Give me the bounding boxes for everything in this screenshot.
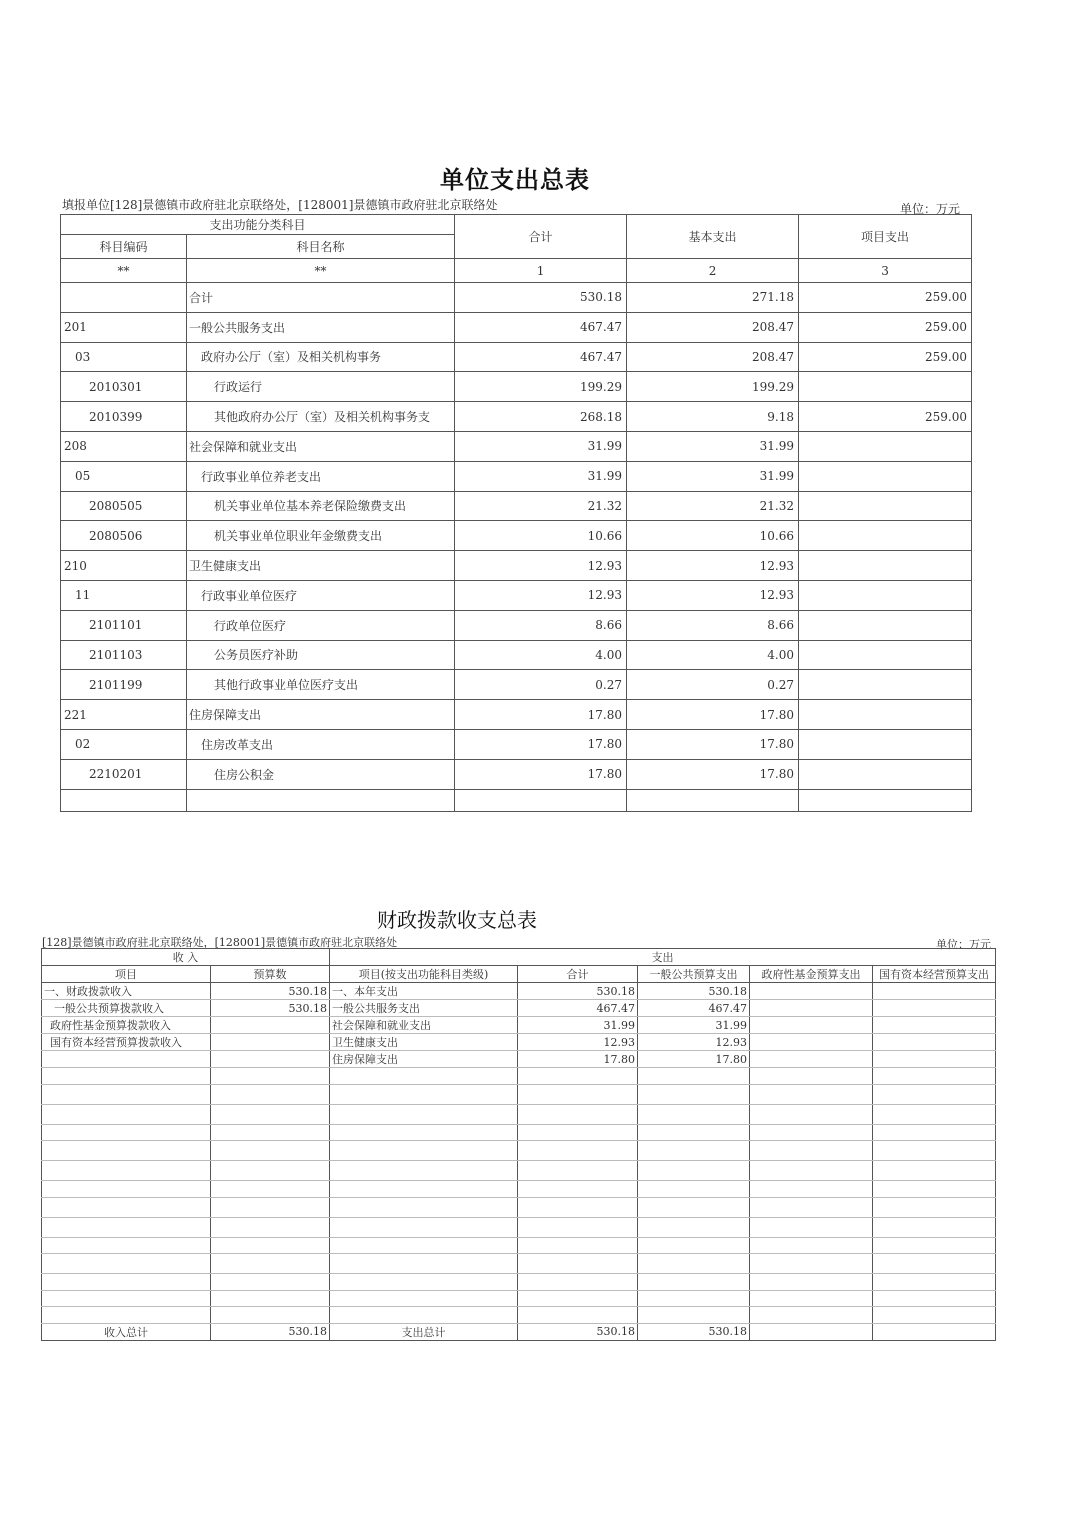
row-total: 467.47 <box>455 312 627 342</box>
empty-cell <box>750 1181 873 1198</box>
row-project <box>799 729 972 759</box>
row-income-item: 国有资本经营预算拨款收入 <box>42 1034 211 1051</box>
row-basic: 12.93 <box>627 551 799 581</box>
row-basic: 208.47 <box>627 342 799 372</box>
row-code: 05 <box>61 461 187 491</box>
empty-cell <box>638 1307 750 1324</box>
empty-cell <box>518 1254 638 1274</box>
table-row <box>61 461 972 491</box>
empty-cell <box>638 1181 750 1198</box>
empty-cell <box>750 1197 873 1217</box>
row-project <box>799 461 972 491</box>
empty-cell <box>42 1104 211 1124</box>
row-basic: 199.29 <box>627 372 799 402</box>
row-income-item: 政府性基金预算拨款收入 <box>42 1017 211 1034</box>
table-row-empty <box>42 1161 996 1181</box>
table-row <box>42 1034 996 1051</box>
row-basic: 21.32 <box>627 491 799 521</box>
row-code <box>61 283 187 313</box>
empty-cell <box>518 1068 638 1085</box>
row-project: 259.00 <box>799 342 972 372</box>
table-row <box>61 670 972 700</box>
table2-unit: 单位：万元 <box>936 938 991 951</box>
empty-cell <box>42 1290 211 1307</box>
row-name: 政府办公厅（室）及相关机构事务 <box>187 342 455 372</box>
empty-cell <box>750 1084 873 1104</box>
empty-cell <box>42 1161 211 1181</box>
empty-cell <box>873 1197 996 1217</box>
row-budget <box>211 1034 330 1051</box>
empty-cell <box>330 1141 518 1161</box>
row-code: 221 <box>61 700 187 730</box>
empty-cell <box>873 1161 996 1181</box>
row-name: 其他行政事业单位医疗支出 <box>187 670 455 700</box>
header-name: 科目名称 <box>187 235 455 259</box>
empty-cell <box>330 1274 518 1291</box>
empty-cell <box>42 1274 211 1291</box>
empty-cell <box>638 1254 750 1274</box>
empty-cell <box>638 1161 750 1181</box>
row-basic: 17.80 <box>627 759 799 789</box>
empty-cell <box>330 1290 518 1307</box>
empty-cell <box>211 1197 330 1217</box>
header-basic: 基本支出 <box>627 215 799 259</box>
empty-cell <box>627 789 799 811</box>
fiscal-appropriation-table <box>41 948 996 1341</box>
empty-cell <box>750 1068 873 1085</box>
row-expense-total: 12.93 <box>518 1034 638 1051</box>
row-name: 住房改革支出 <box>187 729 455 759</box>
row-expense-total: 31.99 <box>518 1017 638 1034</box>
row-general-budget: 530.18 <box>638 983 750 1000</box>
table-row <box>61 431 972 461</box>
totals-row <box>42 1323 996 1340</box>
empty-cell <box>873 1290 996 1307</box>
empty-cell <box>873 1084 996 1104</box>
row-total: 21.32 <box>455 491 627 521</box>
row-basic: 9.18 <box>627 402 799 432</box>
empty-cell <box>518 1104 638 1124</box>
empty-cell <box>518 1181 638 1198</box>
empty-cell <box>638 1068 750 1085</box>
row-state-capital-budget <box>873 1000 996 1017</box>
row-code: 03 <box>61 342 187 372</box>
empty-cell <box>750 1141 873 1161</box>
empty-cell <box>518 1124 638 1141</box>
empty-cell <box>638 1141 750 1161</box>
table-row-empty <box>42 1104 996 1124</box>
row-income-item: 一、财政拨款收入 <box>42 983 211 1000</box>
empty-cell <box>330 1068 518 1085</box>
empty-cell <box>211 1104 330 1124</box>
row-total: 31.99 <box>455 461 627 491</box>
empty-cell <box>330 1237 518 1254</box>
empty-cell <box>873 1274 996 1291</box>
row-fund-budget <box>750 1051 873 1068</box>
row-basic: 271.18 <box>627 283 799 313</box>
row-budget: 530.18 <box>211 983 330 1000</box>
row-basic: 8.66 <box>627 610 799 640</box>
empty-cell <box>42 1217 211 1237</box>
header-budget: 预算数 <box>211 966 330 983</box>
empty-cell <box>330 1307 518 1324</box>
empty-cell <box>211 1217 330 1237</box>
expense-total-value: 530.18 <box>518 1323 638 1340</box>
row-name: 行政单位医疗 <box>187 610 455 640</box>
row-fund-budget <box>750 983 873 1000</box>
empty-cell <box>638 1237 750 1254</box>
row-name: 行政事业单位养老支出 <box>187 461 455 491</box>
table-row <box>61 580 972 610</box>
row-state-capital-budget <box>873 1034 996 1051</box>
header-expense-total: 合计 <box>518 966 638 983</box>
empty-cell <box>750 1323 873 1340</box>
header-function-group: 支出功能分类科目 <box>61 215 455 235</box>
empty-cell <box>638 1217 750 1237</box>
row-project: 259.00 <box>799 402 972 432</box>
header-expense-item: 项目(按支出功能科目类级) <box>330 966 518 983</box>
row-income-item: 一般公共预算拨款收入 <box>42 1000 211 1017</box>
row-name: 公务员医疗补助 <box>187 640 455 670</box>
row-state-capital-budget <box>873 983 996 1000</box>
row-general-budget: 31.99 <box>638 1017 750 1034</box>
row-budget <box>211 1051 330 1068</box>
row-basic: 10.66 <box>627 521 799 551</box>
empty-cell <box>42 1237 211 1254</box>
empty-cell <box>638 1290 750 1307</box>
table-row-empty <box>42 1181 996 1198</box>
table-row-empty <box>42 1197 996 1217</box>
row-expense-item: 卫生健康支出 <box>330 1034 518 1051</box>
header-col-1: 1 <box>455 259 627 283</box>
row-name: 行政运行 <box>187 372 455 402</box>
row-code: 208 <box>61 431 187 461</box>
table-row <box>61 700 972 730</box>
table-row <box>61 551 972 581</box>
row-total: 8.66 <box>455 610 627 640</box>
row-state-capital-budget <box>873 1051 996 1068</box>
row-code: 210 <box>61 551 187 581</box>
header-star-name: ** <box>187 259 455 283</box>
row-code: 2101103 <box>61 640 187 670</box>
empty-cell <box>330 1181 518 1198</box>
empty-cell <box>42 1068 211 1085</box>
row-code: 2210201 <box>61 759 187 789</box>
income-total-value: 530.18 <box>211 1323 330 1340</box>
empty-cell <box>330 1124 518 1141</box>
expense-general-total-value: 530.18 <box>638 1323 750 1340</box>
empty-cell <box>873 1323 996 1340</box>
table-row-empty <box>42 1124 996 1141</box>
header-income: 收 入 <box>42 949 330 966</box>
empty-cell <box>211 1141 330 1161</box>
header-general-budget: 一般公共预算支出 <box>638 966 750 983</box>
row-project: 259.00 <box>799 312 972 342</box>
row-basic: 17.80 <box>627 700 799 730</box>
empty-cell <box>873 1237 996 1254</box>
header-income-item: 项目 <box>42 966 211 983</box>
table-row <box>42 1000 996 1017</box>
row-expense-total: 467.47 <box>518 1000 638 1017</box>
row-income-item <box>42 1051 211 1068</box>
row-code: 2080505 <box>61 491 187 521</box>
row-basic: 12.93 <box>627 580 799 610</box>
row-project <box>799 431 972 461</box>
row-basic: 17.80 <box>627 729 799 759</box>
row-name: 机关事业单位职业年金缴费支出 <box>187 521 455 551</box>
header-code: 科目编码 <box>61 235 187 259</box>
empty-cell <box>330 1161 518 1181</box>
row-name: 合计 <box>187 283 455 313</box>
empty-cell <box>211 1290 330 1307</box>
empty-cell <box>873 1068 996 1085</box>
table-row-empty <box>42 1217 996 1237</box>
row-expense-item: 一、本年支出 <box>330 983 518 1000</box>
row-code: 201 <box>61 312 187 342</box>
empty-cell <box>211 1161 330 1181</box>
empty-cell <box>211 1068 330 1085</box>
header-project: 项目支出 <box>799 215 972 259</box>
row-total: 4.00 <box>455 640 627 670</box>
empty-cell <box>518 1141 638 1161</box>
empty-cell <box>638 1197 750 1217</box>
table-row <box>61 312 972 342</box>
empty-cell <box>42 1124 211 1141</box>
row-project <box>799 521 972 551</box>
row-code: 2101101 <box>61 610 187 640</box>
empty-cell <box>518 1274 638 1291</box>
empty-cell <box>330 1104 518 1124</box>
empty-cell <box>211 1124 330 1141</box>
table-row <box>42 983 996 1000</box>
table-row <box>61 610 972 640</box>
row-name: 卫生健康支出 <box>187 551 455 581</box>
empty-cell <box>455 789 627 811</box>
table-row <box>61 342 972 372</box>
empty-cell <box>518 1197 638 1217</box>
empty-cell <box>799 789 972 811</box>
table-row <box>61 729 972 759</box>
empty-cell <box>518 1084 638 1104</box>
table-row-empty <box>42 1274 996 1291</box>
empty-cell <box>873 1307 996 1324</box>
empty-cell <box>61 789 187 811</box>
empty-cell <box>330 1197 518 1217</box>
row-basic: 31.99 <box>627 461 799 491</box>
row-name: 住房保障支出 <box>187 700 455 730</box>
empty-cell <box>873 1104 996 1124</box>
row-expense-item: 社会保障和就业支出 <box>330 1017 518 1034</box>
empty-cell <box>211 1084 330 1104</box>
row-code: 11 <box>61 580 187 610</box>
header-fund-budget: 政府性基金预算支出 <box>750 966 873 983</box>
header-state-capital-budget: 国有资本经营预算支出 <box>873 966 996 983</box>
row-general-budget: 17.80 <box>638 1051 750 1068</box>
empty-cell <box>873 1217 996 1237</box>
empty-cell <box>330 1254 518 1274</box>
empty-cell <box>750 1217 873 1237</box>
table-row <box>42 1017 996 1034</box>
row-expense-total: 17.80 <box>518 1051 638 1068</box>
empty-cell <box>750 1237 873 1254</box>
empty-cell <box>211 1254 330 1274</box>
header-col-3: 3 <box>799 259 972 283</box>
empty-cell <box>750 1161 873 1181</box>
table-row <box>61 491 972 521</box>
row-fund-budget <box>750 1017 873 1034</box>
empty-cell <box>518 1290 638 1307</box>
empty-cell <box>42 1197 211 1217</box>
header-col-2: 2 <box>627 259 799 283</box>
empty-cell <box>211 1181 330 1198</box>
empty-cell <box>873 1254 996 1274</box>
table-row-empty <box>42 1254 996 1274</box>
table-row-empty <box>42 1068 996 1085</box>
row-general-budget: 467.47 <box>638 1000 750 1017</box>
table-row <box>61 283 972 313</box>
row-project <box>799 372 972 402</box>
empty-cell <box>211 1237 330 1254</box>
row-basic: 0.27 <box>627 670 799 700</box>
row-basic: 31.99 <box>627 431 799 461</box>
table2-filler-unit: [128]景德镇市政府驻北京联络处，[128001]景德镇市政府驻北京联络处 <box>42 936 398 949</box>
empty-cell <box>638 1084 750 1104</box>
empty-cell <box>187 789 455 811</box>
table-row-empty <box>42 1141 996 1161</box>
empty-cell <box>518 1217 638 1237</box>
empty-cell <box>873 1181 996 1198</box>
empty-cell <box>518 1161 638 1181</box>
empty-cell <box>873 1141 996 1161</box>
empty-cell <box>638 1104 750 1124</box>
table-row-empty <box>42 1237 996 1254</box>
table-row <box>61 640 972 670</box>
empty-cell <box>42 1141 211 1161</box>
row-project: 259.00 <box>799 283 972 313</box>
empty-cell <box>211 1274 330 1291</box>
empty-cell <box>42 1254 211 1274</box>
empty-cell <box>638 1124 750 1141</box>
unit-expenditure-table <box>60 214 972 812</box>
empty-cell <box>211 1307 330 1324</box>
row-general-budget: 12.93 <box>638 1034 750 1051</box>
row-budget: 530.18 <box>211 1000 330 1017</box>
expense-total-label: 支出总计 <box>330 1323 518 1340</box>
empty-cell <box>42 1084 211 1104</box>
empty-cell <box>518 1237 638 1254</box>
row-code: 02 <box>61 729 187 759</box>
empty-cell <box>873 1124 996 1141</box>
table-row <box>61 372 972 402</box>
row-budget <box>211 1017 330 1034</box>
header-total: 合计 <box>455 215 627 259</box>
row-project <box>799 551 972 581</box>
row-name: 机关事业单位基本养老保险缴费支出 <box>187 491 455 521</box>
row-project <box>799 491 972 521</box>
empty-cell <box>518 1307 638 1324</box>
row-total: 530.18 <box>455 283 627 313</box>
table-row <box>61 521 972 551</box>
table2-body <box>42 983 996 1341</box>
empty-cell <box>750 1104 873 1124</box>
row-name: 行政事业单位医疗 <box>187 580 455 610</box>
row-total: 17.80 <box>455 759 627 789</box>
row-total: 17.80 <box>455 700 627 730</box>
row-project <box>799 700 972 730</box>
empty-cell <box>750 1124 873 1141</box>
empty-cell <box>330 1084 518 1104</box>
table-row-empty <box>42 1307 996 1324</box>
header-expense: 支出 <box>330 949 996 966</box>
row-total: 199.29 <box>455 372 627 402</box>
row-fund-budget <box>750 1000 873 1017</box>
row-project <box>799 670 972 700</box>
row-name: 一般公共服务支出 <box>187 312 455 342</box>
empty-cell <box>750 1290 873 1307</box>
empty-cell <box>750 1274 873 1291</box>
table-row <box>42 1051 996 1068</box>
table-row <box>61 759 972 789</box>
table-row-empty <box>42 1084 996 1104</box>
row-basic: 4.00 <box>627 640 799 670</box>
table1-title: 单位支出总表 <box>440 165 590 194</box>
income-total-label: 收入总计 <box>42 1323 211 1340</box>
table1-body <box>61 283 972 812</box>
table-row <box>61 402 972 432</box>
table-row-empty <box>61 789 972 811</box>
row-name: 住房公积金 <box>187 759 455 789</box>
row-total: 0.27 <box>455 670 627 700</box>
row-project <box>799 610 972 640</box>
empty-cell <box>750 1307 873 1324</box>
table2-title: 财政拨款收支总表 <box>377 908 537 932</box>
row-project <box>799 759 972 789</box>
row-code: 2010301 <box>61 372 187 402</box>
row-basic: 208.47 <box>627 312 799 342</box>
row-expense-item: 一般公共服务支出 <box>330 1000 518 1017</box>
row-total: 17.80 <box>455 729 627 759</box>
row-expense-total: 530.18 <box>518 983 638 1000</box>
row-code: 2101199 <box>61 670 187 700</box>
row-total: 268.18 <box>455 402 627 432</box>
table1-unit: 单位：万元 <box>900 202 961 216</box>
table1-filler-unit: 填报单位[128]景德镇市政府驻北京联络处，[128001]景德镇市政府驻北京联络处 <box>62 198 498 212</box>
row-code: 2080506 <box>61 521 187 551</box>
row-state-capital-budget <box>873 1017 996 1034</box>
empty-cell <box>42 1307 211 1324</box>
row-project <box>799 640 972 670</box>
empty-cell <box>750 1254 873 1274</box>
empty-cell <box>330 1217 518 1237</box>
row-expense-item: 住房保障支出 <box>330 1051 518 1068</box>
row-name: 其他政府办公厅（室）及相关机构事务支 <box>187 402 455 432</box>
row-total: 467.47 <box>455 342 627 372</box>
row-total: 10.66 <box>455 521 627 551</box>
row-total: 12.93 <box>455 580 627 610</box>
table-row-empty <box>42 1290 996 1307</box>
row-name: 社会保障和就业支出 <box>187 431 455 461</box>
empty-cell <box>42 1181 211 1198</box>
row-total: 12.93 <box>455 551 627 581</box>
empty-cell <box>638 1274 750 1291</box>
row-fund-budget <box>750 1034 873 1051</box>
row-code: 2010399 <box>61 402 187 432</box>
row-project <box>799 580 972 610</box>
row-total: 31.99 <box>455 431 627 461</box>
header-star-code: ** <box>61 259 187 283</box>
